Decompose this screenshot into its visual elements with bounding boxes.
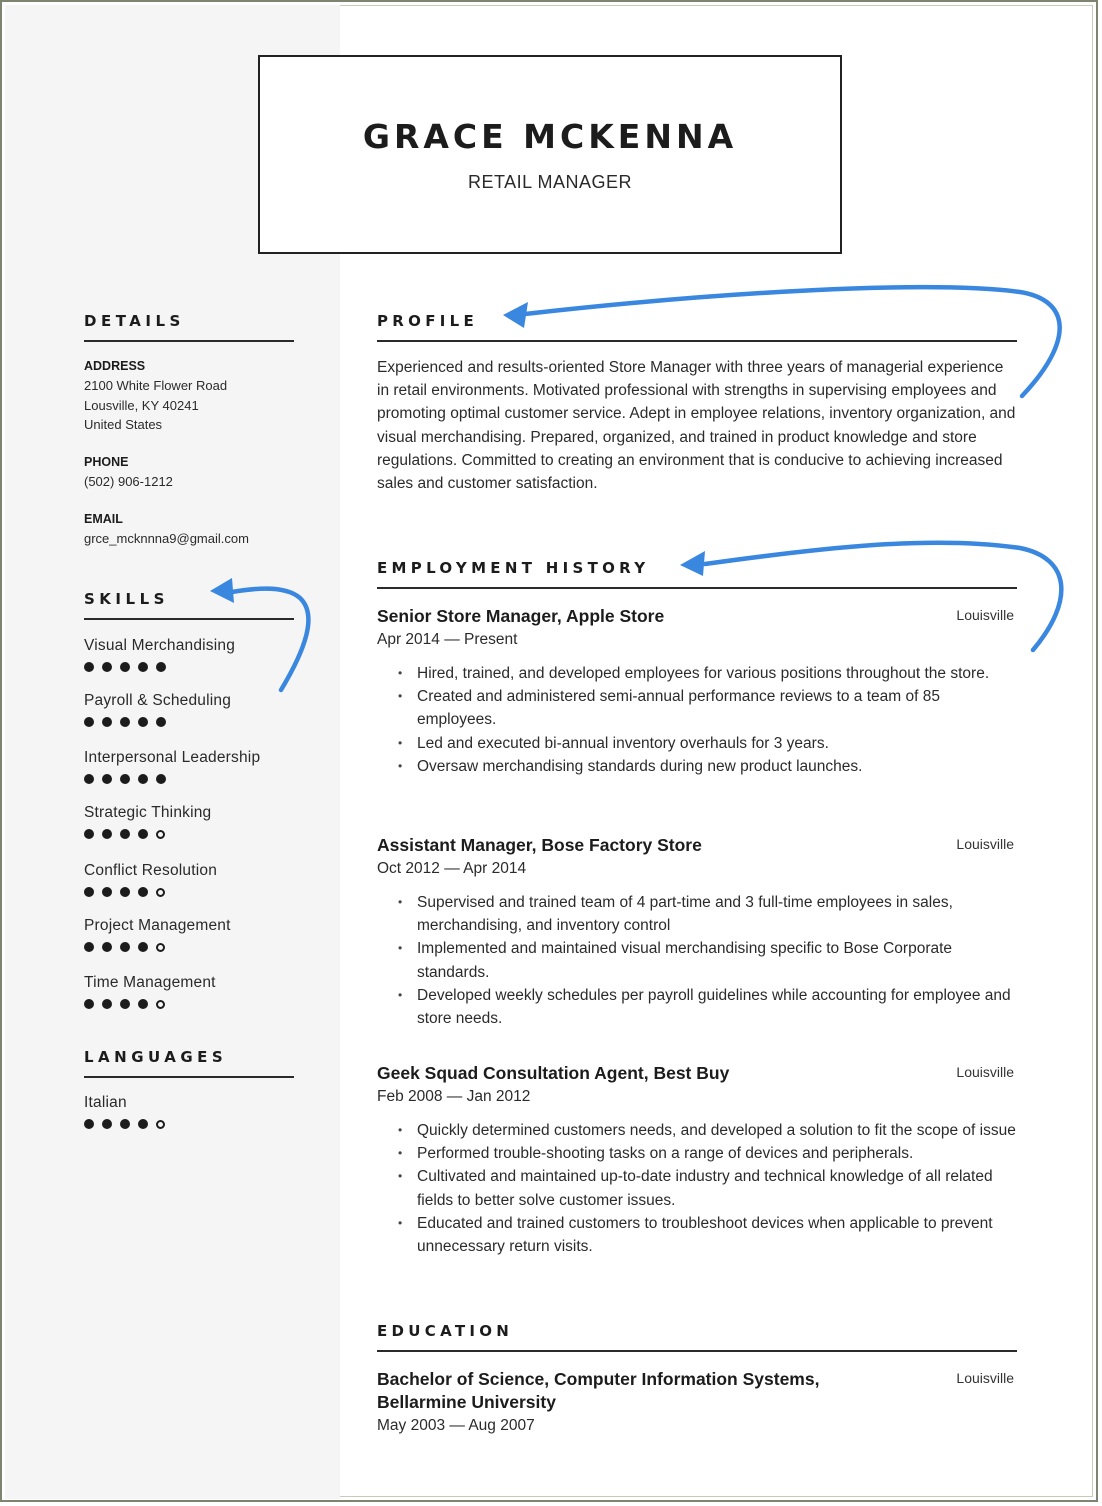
email-label: EMAIL	[84, 512, 123, 526]
job-title: Geek Squad Consultation Agent, Best Buy	[377, 1063, 730, 1083]
filled-dot-icon	[84, 887, 94, 897]
email-value: grce_mcknnna9@gmail.com	[84, 531, 249, 546]
bullet-icon: •	[398, 689, 403, 704]
job-entry	[377, 605, 1017, 778]
job-entry	[377, 1062, 1017, 1258]
rating-dots	[84, 829, 304, 841]
skill-name: Strategic Thinking	[84, 804, 212, 821]
filled-dot-icon	[156, 717, 166, 727]
education-title: Bachelor of Science, Computer Information Systems, Bellarmine University	[377, 1369, 820, 1412]
rating-dots	[84, 774, 304, 786]
empty-dot-icon	[156, 830, 165, 839]
filled-dot-icon	[120, 774, 130, 784]
details-heading: DETAILS	[84, 312, 294, 342]
filled-dot-icon	[138, 717, 148, 727]
bullet-icon: •	[398, 735, 403, 750]
address-label: ADDRESS	[84, 359, 146, 373]
skills-heading: SKILLS	[84, 590, 294, 620]
job-bullet	[377, 984, 1017, 1030]
rating-dots	[84, 887, 304, 899]
languages-heading: LANGUAGES	[84, 1048, 294, 1078]
education-dates: May 2003 — Aug 2007	[377, 1417, 535, 1434]
job-city: Louisville	[956, 836, 1014, 852]
education-city: Louisville	[956, 1370, 1014, 1386]
job-bullet	[377, 1212, 1017, 1258]
skill-name: Project Management	[84, 917, 231, 934]
filled-dot-icon	[102, 774, 112, 784]
job-city: Louisville	[956, 1064, 1014, 1080]
filled-dot-icon	[120, 829, 130, 839]
profile-summary: Experienced and results-oriented Store Manager with three years of managerial experience in retail environments. Motivated professional with strengths in supervising employees and promoting optimal customer service. Adept in employee relations, inventory organization, and visual merchandising. Prepared, organized, and trained in product knowledge and store regulations. Committed to creating an environment that is conducive to achieving increased sales and customer satisfaction.	[377, 359, 1016, 493]
bullet-icon: •	[398, 941, 403, 956]
empty-dot-icon	[156, 888, 165, 897]
filled-dot-icon	[102, 717, 112, 727]
skill-name: Time Management	[84, 974, 216, 991]
job-bullets	[377, 1119, 1017, 1258]
job-bullet	[377, 685, 1017, 731]
education-entry	[377, 1368, 1017, 1437]
filled-dot-icon	[84, 717, 94, 727]
job-dates: Feb 2008 — Jan 2012	[377, 1088, 531, 1105]
empty-dot-icon	[156, 1120, 165, 1129]
filled-dot-icon	[138, 774, 148, 784]
job-entry	[377, 834, 1017, 1030]
bullet-text: Performed trouble-shooting tasks on a range of devices and peripherals.	[417, 1145, 914, 1163]
bullet-icon: •	[398, 1169, 403, 1184]
bullet-icon: •	[398, 1146, 403, 1161]
filled-dot-icon	[102, 1119, 112, 1129]
rating-dots	[84, 1119, 304, 1131]
bullet-text: Led and executed bi-annual inventory overhauls for 3 years.	[417, 734, 829, 752]
language-name: Italian	[84, 1094, 127, 1111]
bullet-text: Created and administered semi-annual performance reviews to a team of 85 employees.	[417, 688, 940, 729]
rating-dots	[84, 999, 304, 1011]
rating-dots	[84, 942, 304, 954]
skill-item	[84, 692, 304, 729]
bullet-text: Quickly determined customers needs, and developed a solution to fit the scope of issue	[417, 1122, 1016, 1139]
job-bullet	[377, 1165, 1017, 1211]
address-line: Lousville, KY 40241	[84, 397, 199, 413]
job-bullets	[377, 891, 1017, 1030]
rating-dots	[84, 717, 304, 729]
education-heading: EDUCATION	[377, 1322, 1017, 1352]
bullet-icon: •	[398, 895, 403, 909]
language-item	[84, 1094, 304, 1131]
job-title: Senior Store Manager, Apple Store	[377, 606, 665, 626]
job-bullet	[377, 1119, 1017, 1142]
filled-dot-icon	[84, 774, 94, 784]
job-bullets	[377, 662, 1017, 778]
filled-dot-icon	[156, 774, 166, 784]
skill-name: Interpersonal Leadership	[84, 749, 261, 766]
filled-dot-icon	[120, 662, 130, 672]
skill-item	[84, 974, 304, 1011]
phone-value: (502) 906-1212	[84, 474, 173, 489]
bullet-text: Hired, trained, and developed employees for various positions throughout the store.	[417, 665, 990, 682]
filled-dot-icon	[120, 717, 130, 727]
filled-dot-icon	[138, 829, 148, 839]
empty-dot-icon	[156, 1000, 165, 1009]
bullet-icon: •	[398, 758, 403, 773]
skill-item	[84, 749, 304, 786]
skill-item	[84, 862, 304, 899]
name-header-box	[258, 55, 842, 254]
skill-item	[84, 804, 304, 841]
job-bullet	[377, 937, 1017, 983]
candidate-name: GRACE MCKENNA	[362, 117, 738, 156]
filled-dot-icon	[84, 942, 94, 952]
skill-item	[84, 917, 304, 954]
filled-dot-icon	[84, 829, 94, 839]
job-bullet	[377, 662, 1017, 685]
address-line: United States	[84, 417, 163, 432]
job-bullet	[377, 1142, 1017, 1165]
filled-dot-icon	[102, 662, 112, 672]
filled-dot-icon	[102, 999, 112, 1009]
address-value	[84, 376, 227, 435]
filled-dot-icon	[84, 999, 94, 1009]
bullet-text: Implemented and maintained visual merchandising specific to Bose Corporate standards.	[417, 940, 953, 981]
filled-dot-icon	[84, 1119, 94, 1129]
bullet-text: Oversaw merchandising standards during new product launches.	[417, 757, 863, 775]
filled-dot-icon	[120, 1119, 130, 1129]
filled-dot-icon	[156, 662, 166, 672]
candidate-role: RETAIL MANAGER	[467, 172, 633, 192]
bullet-icon: •	[398, 1123, 403, 1137]
job-dates: Oct 2012 — Apr 2014	[377, 860, 527, 877]
filled-dot-icon	[120, 999, 130, 1009]
phone-label: PHONE	[84, 455, 129, 469]
filled-dot-icon	[102, 942, 112, 952]
filled-dot-icon	[138, 942, 148, 952]
filled-dot-icon	[102, 829, 112, 839]
skill-name: Conflict Resolution	[84, 862, 218, 879]
rating-dots	[84, 662, 304, 674]
filled-dot-icon	[102, 887, 112, 897]
bullet-text: Supervised and trained team of 4 part-time and 3 full-time employees in sales, merchandising, and inventory control	[417, 894, 953, 935]
empty-dot-icon	[156, 943, 165, 952]
skill-name: Visual Merchandising	[84, 637, 236, 654]
bullet-icon: •	[398, 987, 403, 1002]
filled-dot-icon	[120, 942, 130, 952]
skill-name: Payroll & Scheduling	[84, 692, 232, 709]
skill-item	[84, 637, 304, 674]
filled-dot-icon	[120, 887, 130, 897]
job-city: Louisville	[956, 607, 1014, 623]
profile-heading: PROFILE	[377, 312, 1017, 342]
bullet-text: Cultivated and maintained up-to-date industry and technical knowledge of all related fields to better solve customer issues.	[417, 1168, 993, 1209]
address-line: 2100 White Flower Road	[84, 378, 228, 393]
filled-dot-icon	[84, 662, 94, 672]
job-title: Assistant Manager, Bose Factory Store	[377, 835, 702, 855]
bullet-text: Developed weekly schedules per payroll guidelines while accounting for employee and store needs.	[417, 986, 1011, 1028]
job-bullet	[377, 891, 1017, 937]
bullet-icon: •	[398, 1215, 403, 1230]
job-bullet	[377, 755, 1017, 778]
filled-dot-icon	[138, 1119, 148, 1129]
bullet-icon: •	[398, 666, 403, 680]
employment-heading: EMPLOYMENT HISTORY	[377, 559, 1017, 589]
bullet-text: Educated and trained customers to troubleshoot devices when applicable to prevent unnecessary return visits.	[417, 1214, 993, 1256]
job-bullet	[377, 732, 1017, 755]
filled-dot-icon	[138, 887, 148, 897]
filled-dot-icon	[138, 662, 148, 672]
filled-dot-icon	[138, 999, 148, 1009]
job-dates: Apr 2014 — Present	[377, 631, 518, 648]
